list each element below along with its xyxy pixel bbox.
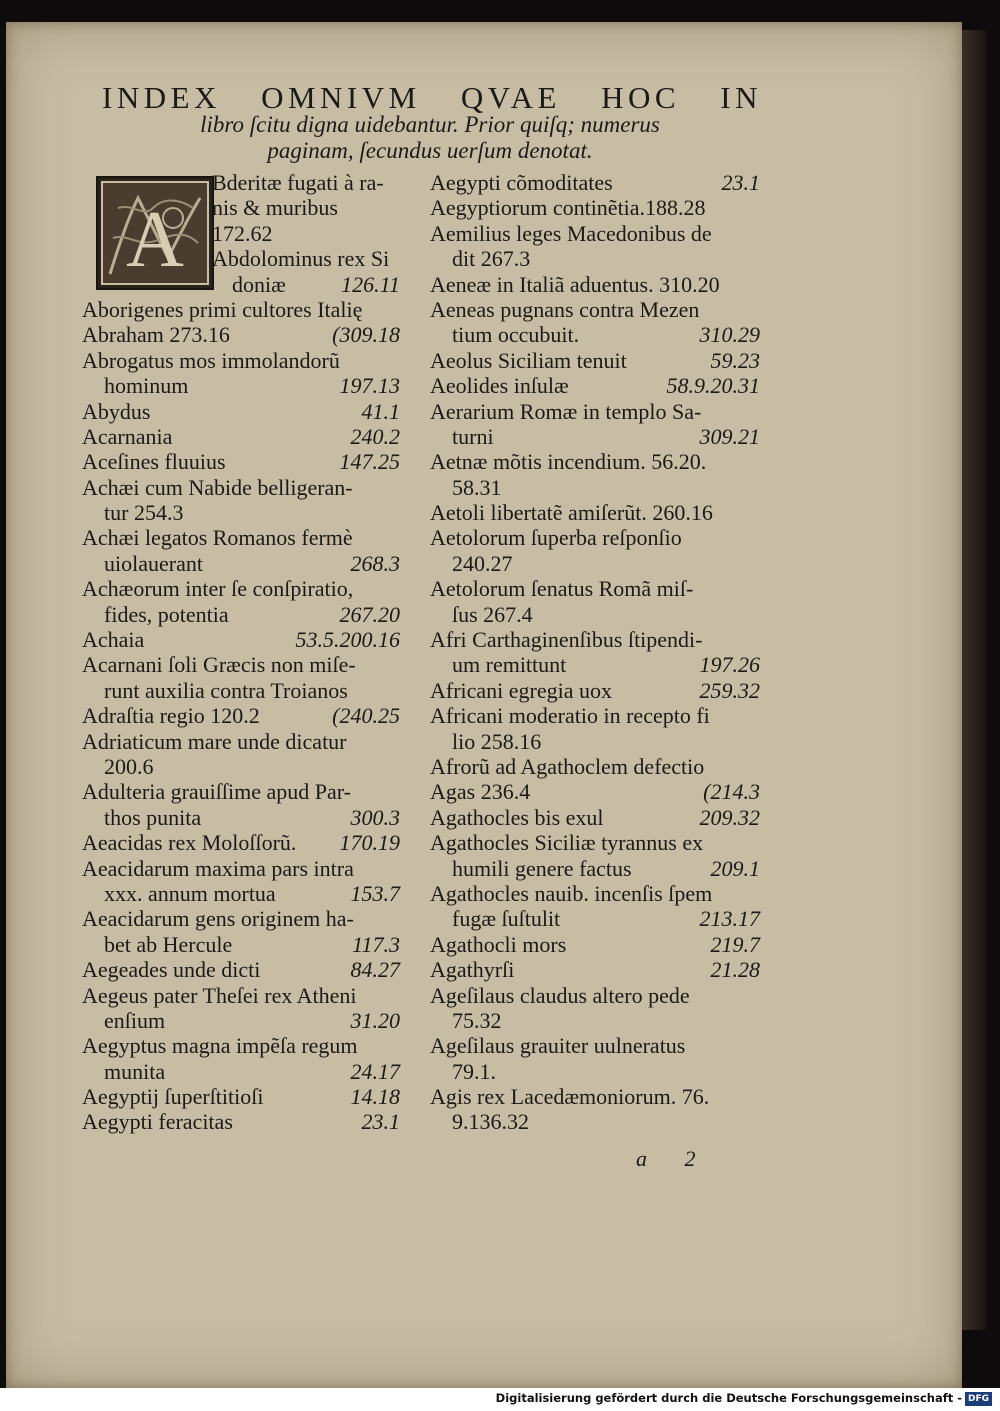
index-entry	[82, 195, 400, 220]
entry-text: Agathocles nauib. incenſis ſpem	[430, 880, 713, 906]
index-entry	[430, 500, 760, 525]
page-edge	[962, 30, 986, 1330]
entry-text: Aeacidas rex Moloſſorũ.	[82, 830, 297, 856]
index-entry	[82, 297, 400, 322]
index-entry	[430, 932, 760, 957]
page-title: INDEX OMNIVM QVAE HOC IN	[102, 80, 762, 115]
subtitle-line-2: paginam, ſecundus uerſum denotat.	[267, 138, 593, 163]
index-entry	[430, 449, 760, 474]
entry-text: ſus 267.4	[452, 601, 533, 627]
index-entry	[430, 170, 760, 195]
entry-text: Achæi cum Nabide belligeran-	[82, 474, 353, 500]
index-entry	[430, 424, 760, 449]
entry-page-number: 310.29	[699, 322, 760, 348]
index-entry	[82, 602, 400, 627]
entry-text: Adulteria grauiſſime apud Par-	[82, 779, 351, 805]
entry-text: hominum	[104, 373, 189, 399]
index-entry	[82, 932, 400, 957]
index-entry	[82, 272, 400, 297]
index-entry	[430, 678, 760, 703]
index-entry	[82, 449, 400, 474]
index-entry	[430, 221, 760, 246]
entry-text: Abraham 273.16	[82, 322, 230, 348]
index-entry	[430, 602, 760, 627]
index-entry	[430, 348, 760, 373]
index-entry	[82, 779, 400, 804]
page-subtitle	[180, 112, 680, 164]
entry-text: Africani moderatio in recepto fi	[430, 703, 710, 729]
entry-text: nis & muribus	[212, 195, 338, 221]
index-entry	[430, 525, 760, 550]
entry-text: Abdolominus rex Si	[212, 246, 390, 272]
index-entry	[430, 754, 760, 779]
index-entry	[82, 1033, 400, 1058]
entry-page-number: 309.21	[699, 423, 760, 449]
index-entry	[430, 779, 760, 804]
entry-page-number: 23.1	[721, 170, 760, 195]
index-entry	[82, 1008, 400, 1033]
entry-text: Aegyptus magna impẽſa regum	[82, 1033, 358, 1059]
footer-credit: Digitalisierung gefördert durch die Deutsche Forschungsgemeinschaft -	[495, 1391, 962, 1405]
entry-text: uiolauerant	[104, 550, 203, 576]
entry-page-number: 197.13	[339, 373, 400, 399]
entry-page-number: (309.18	[332, 322, 400, 348]
entry-text: Adriaticum mare unde dicatur	[82, 728, 347, 754]
entry-text: 9.136.32	[452, 1109, 529, 1135]
entry-page-number: 147.25	[339, 449, 400, 475]
entry-text: Aetolorum ſuperba reſponſio	[430, 525, 682, 551]
entry-text: enſium	[104, 1007, 166, 1033]
index-entry	[430, 1084, 760, 1109]
entry-text: 200.6	[104, 753, 154, 779]
entry-text: 75.32	[452, 1007, 502, 1033]
index-entry	[82, 1109, 400, 1134]
entry-page-number: 268.3	[350, 550, 400, 576]
entry-page-number: (240.25	[332, 703, 400, 729]
entry-page-number: 219.7	[710, 931, 760, 957]
index-entry	[430, 906, 760, 931]
index-entry	[430, 576, 760, 601]
entry-text: Ageſilaus claudus altero pede	[430, 982, 690, 1008]
entry-text: tium occubuit.	[452, 322, 580, 348]
entry-page-number: (214.3	[703, 779, 760, 805]
entry-text: Aetolorum ſenatus Romã miſ-	[430, 576, 694, 602]
entry-page-number: 14.18	[350, 1084, 400, 1110]
index-entry	[82, 246, 400, 271]
index-entry	[430, 322, 760, 347]
entry-page-number: 153.7	[350, 880, 400, 906]
index-entry	[82, 1084, 400, 1109]
index-entry	[82, 322, 400, 347]
entry-page-number: 21.28	[710, 957, 760, 983]
entry-page-number: 300.3	[350, 804, 400, 830]
entry-text: 240.27	[452, 550, 513, 576]
index-entry	[82, 500, 400, 525]
entry-text: Aemilius leges Macedonibus de	[430, 220, 712, 246]
entry-text: Achæorum inter ſe conſpiratio,	[82, 576, 354, 602]
entry-text: humili genere factus	[452, 855, 632, 881]
entry-text: Agathocles Siciliæ tyrannus ex	[430, 830, 704, 856]
entry-text: Aeolides inſulæ	[430, 373, 569, 399]
entry-text: Agathocli mors	[430, 931, 567, 957]
index-entry	[430, 881, 760, 906]
index-entry	[82, 348, 400, 373]
entry-text: Agathocles bis exul	[430, 804, 604, 830]
entry-text: Afri Carthaginenſibus ſtipendi-	[430, 627, 703, 653]
entry-page-number: 267.20	[339, 601, 400, 627]
index-entry	[430, 1109, 760, 1134]
index-entry	[82, 551, 400, 576]
right-index-column	[430, 170, 760, 1135]
entry-text: dit 267.3	[452, 246, 531, 272]
entry-text: um remittunt	[452, 652, 567, 678]
index-entry	[82, 424, 400, 449]
dfg-logo: DFG	[965, 1392, 992, 1406]
index-entry	[430, 399, 760, 424]
entry-text: 79.1.	[452, 1058, 496, 1084]
index-entry	[82, 881, 400, 906]
index-entry	[430, 983, 760, 1008]
index-entry	[430, 551, 760, 576]
index-entry	[430, 475, 760, 500]
entry-page-number: 170.19	[339, 830, 400, 856]
index-entry	[430, 627, 760, 652]
entry-text: Aeneæ in Italiã aduentus. 310.20	[430, 271, 720, 297]
entry-page-number: 240.2	[350, 423, 400, 449]
index-entry	[82, 703, 400, 728]
entry-text: 58.31	[452, 474, 502, 500]
index-entry	[430, 195, 760, 220]
entry-text: Aegypti feracitas	[82, 1109, 233, 1135]
entry-page-number: 209.32	[699, 804, 760, 830]
entry-page-number: 58.9.20.31	[666, 373, 760, 399]
index-entry	[82, 525, 400, 550]
index-entry	[82, 627, 400, 652]
index-entry	[82, 856, 400, 881]
entry-text: munita	[104, 1058, 166, 1084]
index-entry	[82, 475, 400, 500]
entry-text: bet ab Hercule	[104, 931, 233, 957]
index-entry	[430, 1059, 760, 1084]
entry-text: Aeacidarum maxima pars intra	[82, 855, 354, 881]
index-entry	[82, 373, 400, 398]
index-entry	[82, 170, 400, 195]
entry-text: lio 258.16	[452, 728, 542, 754]
initial-letter: A	[126, 196, 184, 284]
entry-text: Aegeus pater Theſei rex Atheni	[82, 982, 357, 1008]
index-entry	[430, 805, 760, 830]
index-entry	[82, 576, 400, 601]
index-entry	[82, 678, 400, 703]
entry-text: Adraſtia regio 120.2	[82, 703, 260, 729]
entry-text: Aeolus Siciliam tenuit	[430, 347, 627, 373]
entry-page-number: 53.5.200.16	[295, 627, 400, 653]
entry-page-number: 23.1	[361, 1109, 400, 1135]
entry-page-number: 84.27	[350, 957, 400, 983]
entry-text: Aerarium Romæ in templo Sa-	[430, 398, 702, 424]
subtitle-line-1: libro ſcitu digna uidebantur. Prior quiſq; numerus	[200, 112, 660, 137]
index-entry	[82, 957, 400, 982]
index-entry	[430, 856, 760, 881]
index-entry	[82, 652, 400, 677]
entry-page-number: 117.3	[352, 931, 400, 957]
index-entry	[82, 1059, 400, 1084]
entry-text: Aborigenes primi cultores Italię	[82, 296, 363, 322]
entry-text: Agis rex Lacedæmoniorum. 76.	[430, 1084, 710, 1110]
index-entry	[430, 957, 760, 982]
entry-text: Achaia	[82, 627, 145, 653]
entry-text: Bderitæ fugati à ra-	[212, 170, 384, 195]
entry-text: Aegyptiorum continẽtia.188.28	[430, 195, 706, 221]
entry-text: xxx. annum mortua	[104, 880, 276, 906]
index-entry	[82, 805, 400, 830]
entry-text: turni	[452, 423, 494, 449]
entry-text: Aetnæ mõtis incendium. 56.20.	[430, 449, 707, 475]
index-entry	[430, 652, 760, 677]
entry-text: Abrogatus mos immolandorũ	[82, 347, 340, 373]
index-entry	[430, 830, 760, 855]
index-entry	[430, 297, 760, 322]
entry-page-number: 126.11	[341, 271, 400, 297]
entry-text: Afrorũ ad Agathoclem defectio	[430, 753, 705, 779]
entry-text: Abydus	[82, 398, 151, 424]
entry-text: tur 254.3	[104, 500, 184, 526]
signature-mark: a 2	[636, 1146, 712, 1171]
index-entry	[430, 373, 760, 398]
entry-text: Aeneas pugnans contra Mezen	[430, 296, 700, 322]
entry-page-number: 41.1	[361, 398, 400, 424]
entry-text: Aetoli libertatẽ amiſerũt. 260.16	[430, 500, 713, 526]
entry-text: Africani egregia uox	[430, 677, 613, 703]
index-entry	[82, 906, 400, 931]
index-entry	[430, 1033, 760, 1058]
entry-page-number: 197.26	[699, 652, 760, 678]
index-entry	[82, 754, 400, 779]
index-entry	[82, 983, 400, 1008]
entry-text: Aceſines fluuius	[82, 449, 226, 475]
entry-text: fides, potentia	[104, 601, 229, 627]
entry-text: Acarnani ſoli Græcis non miſe-	[82, 652, 356, 678]
index-entry	[430, 246, 760, 271]
index-entry	[82, 221, 400, 246]
index-entry	[430, 729, 760, 754]
entry-page-number: 31.20	[350, 1007, 400, 1033]
entry-page-number: 213.17	[699, 906, 760, 932]
entry-text: Ageſilaus grauiter uulneratus	[430, 1033, 686, 1059]
entry-text: Aegypti cõmoditates	[430, 170, 613, 195]
entry-text: Agathyrſi	[430, 957, 515, 983]
entry-text: Aegyptij ſuperſtitioſi	[82, 1084, 264, 1110]
entry-text: 172.62	[212, 220, 273, 246]
left-index-column	[82, 170, 400, 1135]
index-entry	[430, 272, 760, 297]
entry-page-number: 259.32	[699, 677, 760, 703]
index-entry	[82, 399, 400, 424]
entry-text: Acarnania	[82, 423, 173, 449]
entry-page-number: 24.17	[350, 1058, 400, 1084]
entry-text: thos punita	[104, 804, 202, 830]
entry-text: Achæi legatos Romanos fermè	[82, 525, 353, 551]
index-entry	[82, 830, 400, 855]
entry-page-number: 59.23	[710, 347, 760, 373]
entry-text: Aegeades unde dicti	[82, 957, 261, 983]
entry-text: Agas 236.4	[430, 779, 531, 805]
entry-page-number: 209.1	[710, 855, 760, 881]
entry-text: runt auxilia contra Troianos	[104, 677, 348, 703]
entry-text: Aeacidarum gens originem ha-	[82, 906, 354, 932]
entry-text: doniæ	[232, 271, 286, 297]
index-entry	[82, 729, 400, 754]
entry-text: fugæ ſuſtulit	[452, 906, 561, 932]
index-entry	[430, 703, 760, 728]
index-entry	[430, 1008, 760, 1033]
